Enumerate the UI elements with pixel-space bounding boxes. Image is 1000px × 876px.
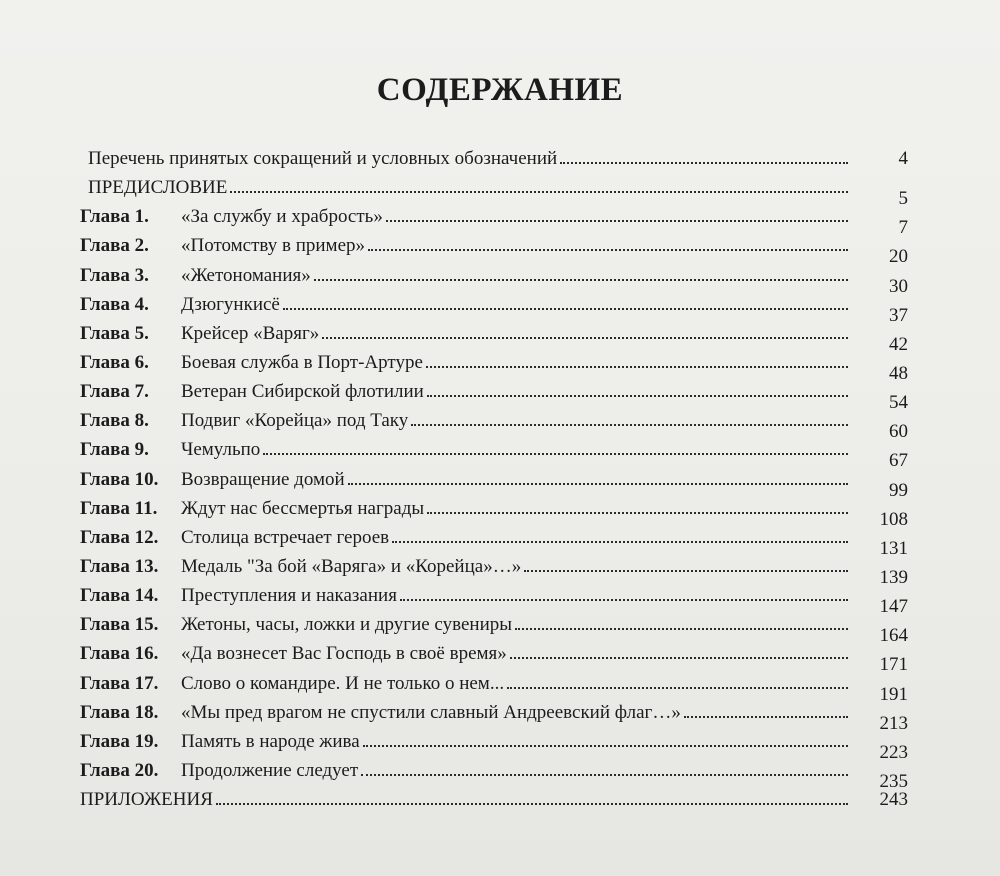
- toc-entry-title: Столица встречает героев: [181, 526, 390, 548]
- toc-row-chapter: [80, 758, 908, 792]
- toc-page-number: 171: [879, 654, 908, 676]
- toc-entry-title: Продолжение следует: [181, 759, 359, 781]
- toc-row-chapter: [80, 233, 908, 268]
- toc-entry-title: Преступления и наказания: [181, 585, 397, 607]
- toc-row-chapter: [80, 554, 908, 588]
- dot-leader: [510, 656, 848, 659]
- toc-page-number: 139: [879, 566, 908, 588]
- toc-row-chapter: [80, 321, 908, 355]
- toc-row-appendices: [80, 787, 908, 816]
- toc-page-number: 213: [879, 712, 908, 734]
- dot-leader: [322, 336, 848, 339]
- toc-entry-title: Ветеран Сибирской флотилии: [181, 381, 424, 403]
- toc-row-chapter: [80, 292, 908, 326]
- toc-entry-title: Жетоны, часы, ложки и другие сувениры: [181, 614, 513, 636]
- chapter-label: Глава 19.: [80, 730, 159, 752]
- dot-leader: [427, 511, 848, 514]
- dot-leader: [524, 569, 848, 572]
- dot-leader: [507, 686, 848, 689]
- toc-page-number: 223: [879, 741, 908, 763]
- toc-entry-title: Дзюгункисё: [181, 293, 280, 315]
- dot-leader: [427, 394, 848, 397]
- dot-leader: [216, 802, 848, 805]
- chapter-label: Глава 9.: [80, 439, 149, 461]
- toc-entry-title: Подвиг «Корейца» под Таку: [181, 410, 409, 432]
- toc-page-number: 147: [879, 596, 908, 618]
- chapter-label: Глава 17.: [80, 672, 159, 694]
- toc-page-number: 7: [898, 217, 908, 239]
- chapter-label: Глава 11.: [80, 497, 158, 519]
- chapter-label: Глава 3.: [80, 264, 149, 286]
- chapter-label: Глава 20.: [80, 759, 159, 781]
- toc-page-number: 243: [879, 789, 908, 811]
- chapter-label: Глава 15.: [80, 614, 159, 636]
- toc-page-number: 191: [879, 683, 908, 705]
- toc-entry-title: Перечень принятых сокращений и условных обозначений: [88, 148, 558, 169]
- chapter-label: Глава 13.: [80, 555, 159, 577]
- toc-page-number: 30: [889, 275, 908, 297]
- dot-leader: [560, 161, 848, 164]
- dot-leader: [684, 715, 848, 718]
- toc-page-number: 20: [889, 246, 908, 268]
- chapter-list: [80, 204, 908, 792]
- dot-leader: [263, 452, 848, 455]
- dot-leader: [283, 307, 848, 310]
- table-of-contents: [80, 146, 908, 816]
- toc-row-chapter: [80, 729, 908, 763]
- toc-entry-title: «Жетономания»: [181, 264, 311, 286]
- chapter-label: Глава 1.: [80, 206, 149, 228]
- toc-row-chapter: [80, 612, 908, 647]
- page-title: СОДЕРЖАНИЕ: [376, 72, 624, 108]
- toc-page-number: 235: [879, 770, 908, 792]
- toc-entry-title: Крейсер «Варяг»: [181, 322, 320, 344]
- toc-row-chapter: [80, 204, 908, 239]
- chapter-label: Глава 5.: [80, 322, 149, 344]
- dot-leader: [230, 190, 848, 193]
- dot-leader: [426, 365, 848, 368]
- toc-row-chapter: [80, 350, 908, 384]
- toc-entry-title: Возвращение домой: [181, 468, 345, 490]
- toc-page-number: 131: [879, 537, 908, 559]
- toc-entry-title: «За службу и храбрость»: [181, 206, 383, 228]
- toc-row-chapter: [80, 379, 908, 414]
- chapter-label: Глава 7.: [80, 381, 149, 403]
- toc-entry-title: Чемульпо: [181, 439, 261, 461]
- dot-leader: [314, 278, 848, 281]
- toc-entry-title: Слово о командире. И не только о нем...: [181, 672, 505, 694]
- toc-row-chapter: [80, 437, 908, 472]
- chapter-label: Глава 14.: [80, 585, 159, 607]
- chapter-label: Глава 2.: [80, 235, 149, 257]
- toc-entry-title: Боевая служба в Порт-Артуре: [181, 351, 423, 373]
- toc-entry-title: «Потомству в пример»: [181, 235, 366, 257]
- dot-leader: [361, 773, 848, 776]
- toc-entry-title: ПРИЛОЖЕНИЯ: [80, 789, 213, 811]
- toc-row-chapter: [80, 467, 908, 501]
- dot-leader: [348, 482, 848, 485]
- dot-leader: [363, 744, 848, 747]
- toc-page-number: 5: [898, 188, 908, 210]
- toc-entry-title: Память в народе жива: [181, 730, 360, 752]
- toc-row-chapter: [80, 583, 908, 618]
- chapter-label: Глава 18.: [80, 701, 159, 723]
- toc-row-abbreviations: [80, 146, 908, 175]
- toc-row-chapter: [80, 408, 908, 443]
- dot-leader: [400, 598, 848, 601]
- toc-page-number: 42: [889, 333, 908, 355]
- toc-entry-title: ПРЕДИСЛОВИЕ: [88, 177, 228, 199]
- toc-row-chapter: [80, 496, 908, 530]
- dot-leader: [515, 627, 848, 630]
- toc-row-chapter: [80, 525, 908, 559]
- toc-row-chapter: [80, 671, 908, 705]
- toc-page-number: 48: [889, 362, 908, 384]
- toc-page-number: 108: [879, 508, 908, 530]
- toc-row-chapter: [80, 700, 908, 734]
- chapter-label: Глава 6.: [80, 351, 149, 373]
- dot-leader: [386, 219, 848, 222]
- chapter-label: Глава 8.: [80, 410, 149, 432]
- toc-entry-title: «Мы пред врагом не спустили славный Андреевский флаг…»: [181, 701, 681, 723]
- toc-page-number: 60: [889, 421, 908, 443]
- toc-page-number: 164: [879, 625, 908, 647]
- chapter-label: Глава 4.: [80, 293, 149, 315]
- dot-leader: [411, 423, 848, 426]
- toc-page-number: 4: [898, 148, 908, 169]
- chapter-label: Глава 12.: [80, 526, 159, 548]
- toc-row-chapter: [80, 263, 908, 297]
- toc-entry-title: Ждут нас бессмертья награды: [181, 497, 425, 519]
- toc-row-preface: [80, 175, 908, 210]
- toc-page-number: 99: [889, 479, 908, 501]
- dot-leader: [368, 248, 848, 251]
- toc-page-number: 37: [889, 304, 908, 326]
- toc-page-number: 67: [889, 450, 908, 472]
- chapter-label: Глава 16.: [80, 643, 159, 665]
- toc-entry-title: «Да вознесет Вас Господь в своё время»: [181, 643, 507, 665]
- toc-row-chapter: [80, 641, 908, 676]
- dot-leader: [392, 540, 848, 543]
- toc-entry-title: Медаль "За бой «Варяга» и «Корейца»…»: [181, 555, 522, 577]
- toc-page-number: 54: [889, 392, 908, 414]
- chapter-label: Глава 10.: [80, 468, 159, 490]
